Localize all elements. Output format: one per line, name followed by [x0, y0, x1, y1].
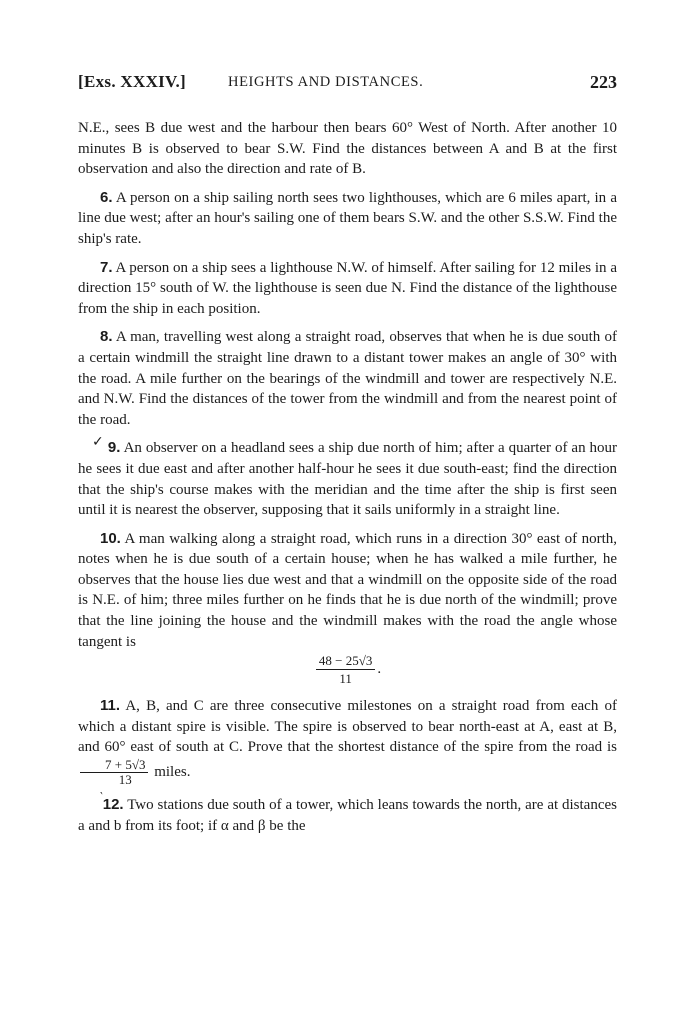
formula-period: .	[377, 661, 382, 678]
exercise-10-formula	[78, 652, 617, 696]
exercise-text: A man, travelling west along a straight road, observes that when he is due south of a certain windmill the straight line drawn to a distant tower makes an angle of 30° with the road. A mile further on the bearings of the windmill and tower are respectively N.E. and N.W. Find the distances of the tower from the windmill and from the nearest point of the road.	[78, 329, 617, 428]
fraction	[316, 652, 375, 687]
exercise-5-continuation: N.E., sees B due west and the harbour then bears 60° West of North. After another 10 minutes B is observed to bear S.W. Find the distances between A and B at the first observation and also the direction and rate of B.	[78, 120, 617, 178]
page-number: 223	[590, 72, 617, 92]
fraction-numerator: 7 + 5√3	[80, 758, 148, 773]
exercise-10	[78, 529, 617, 653]
exercise-12	[78, 790, 617, 836]
exercise-9	[78, 434, 617, 520]
running-title: HEIGHTS AND DISTANCES.	[228, 74, 424, 90]
exercise-text: A person on a ship sailing north sees two lighthouses, which are 6 miles apart, in a line due west; after an hour's sailing one of them bears S.W. and the other S.S.W. Find the ship's rate.	[78, 189, 617, 247]
exercise-number: 9.	[107, 439, 121, 457]
exercise-number: 12.	[102, 796, 124, 814]
exercise-text: An observer on a headland sees a ship due north of him; after a quarter of an hour he sees it due east and after another half-hour he sees it due south-east; find the direction that the ship's course makes with the meridian and the time after the ship is first seen until it is nearest the observer, supposing that it sails uniformly in a straight line.	[78, 440, 617, 519]
fraction-unit: miles.	[154, 763, 191, 780]
exercise-number: 6.	[100, 188, 113, 206]
exercise-number: 10.	[100, 529, 121, 547]
fraction-denominator: 11	[339, 671, 352, 687]
pencil-mark: ‵	[100, 790, 103, 805]
exercise-text: A person on a ship sees a lighthouse N.W. of himself. After sailing for 12 miles in a direction 15° south of W. the lighthouse is seen due N. Find the distance of the lighthouse from the ship in each position.	[78, 259, 617, 317]
exercise-number: 7.	[100, 258, 113, 276]
exercise-text: A man walking along a straight road, which runs in a direction 30° east of north, notes when he is due south of a certain house; when he has walked a mile further, he observes that the house lies due west and that a windmill on the opposite side of the road is N.E. of him; three miles further on he finds that he is due north of the windmill; prove that the line joining the house and the windmill makes with the road the angle whose tangent is	[78, 530, 617, 650]
fraction-denominator: 13	[118, 772, 132, 788]
exercise-8	[78, 327, 617, 430]
page-header	[78, 72, 617, 96]
exercise-text: Two stations due south of a tower, which leans towards the north, are at distances a and b from its foot; if α and β be the	[78, 797, 617, 834]
exercise-number: 8.	[100, 328, 113, 346]
exercise-number: 11.	[100, 697, 121, 715]
section-reference: [Exs. XXXIV.]	[78, 72, 186, 91]
fraction-numerator: 48 − 25√3	[316, 652, 375, 670]
exercise-text: A, B, and C are three consecutive milestones on a straight road from each of which a distant spire is visible. The spire is observed to bear north-east at A, east at B, and 60° east of south at C. Prove that the shortest distance of the spire from the road is	[78, 698, 617, 756]
page-body	[78, 118, 617, 836]
handwritten-checkmark: ✓	[92, 434, 104, 451]
fraction	[80, 758, 148, 787]
exercise-11	[78, 696, 617, 787]
exercise-6	[78, 188, 617, 250]
exercise-7	[78, 258, 617, 320]
